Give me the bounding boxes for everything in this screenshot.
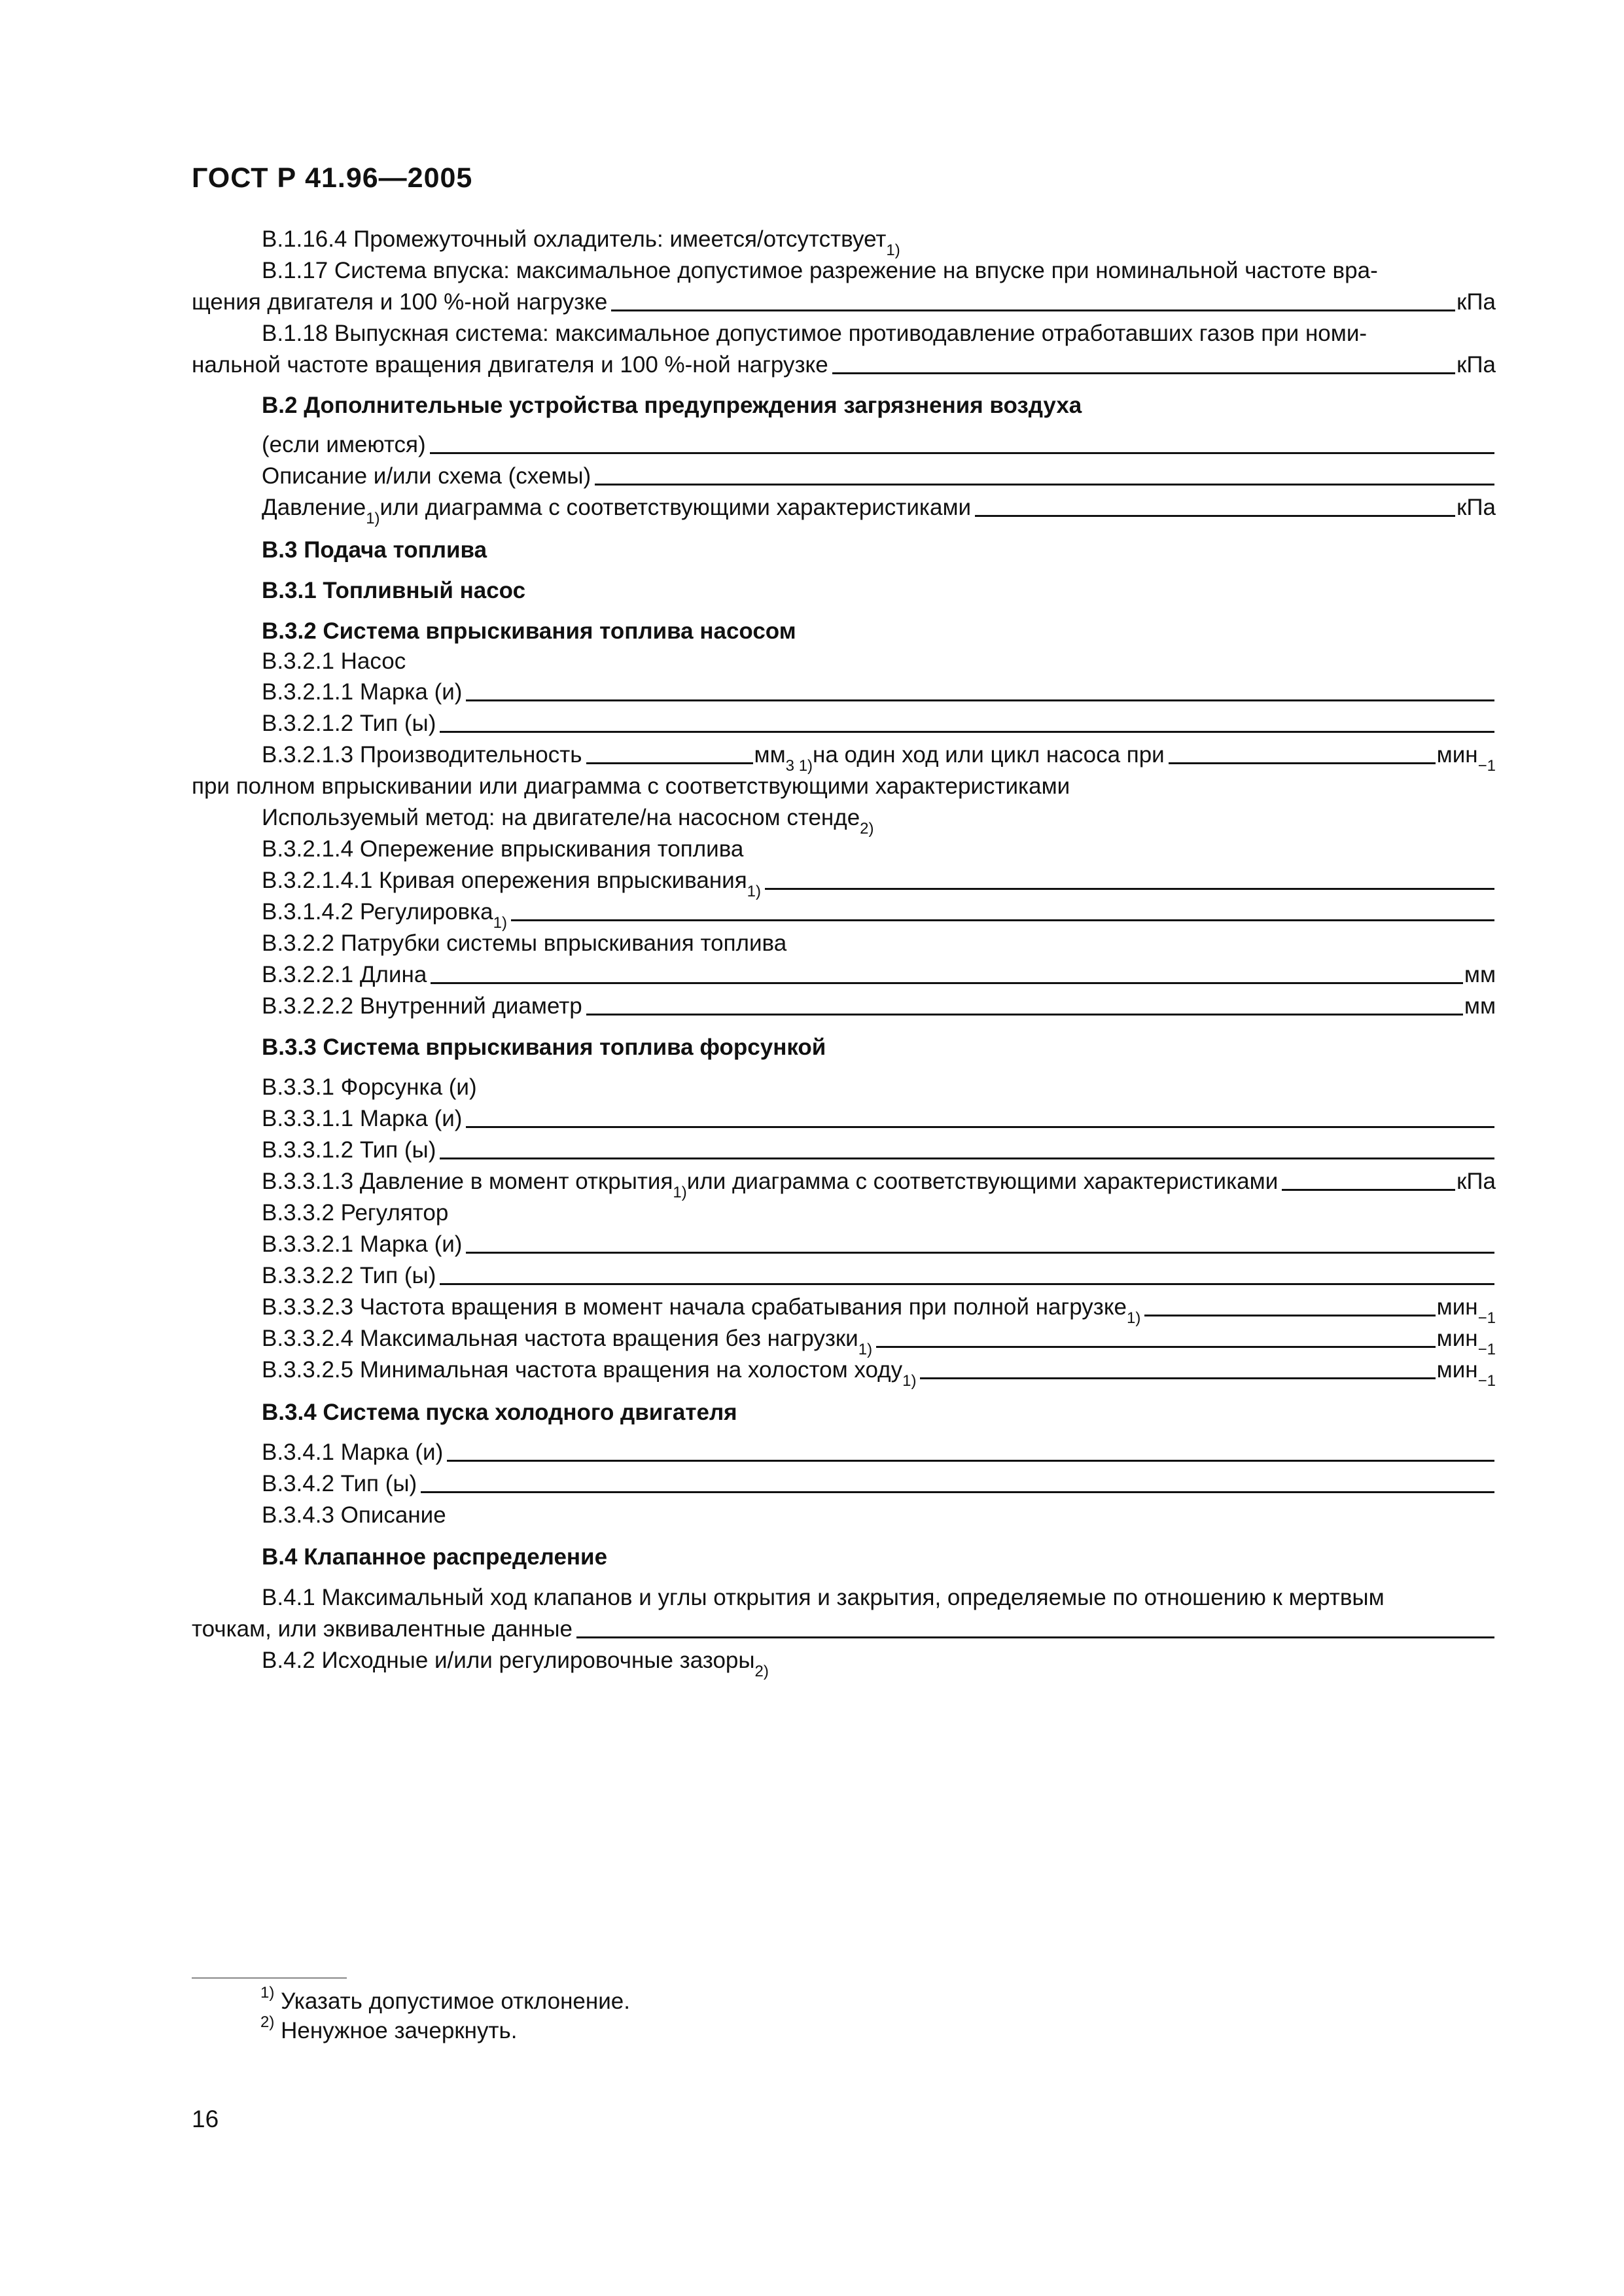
section-heading-b3: В.3 Подача топлива	[262, 537, 487, 563]
input-line[interactable]	[440, 1157, 1494, 1159]
line-b3-2-1-1: В.3.2.1.1 Марка (и)	[262, 676, 1496, 706]
line-b3-4-1: В.3.4.1 Марка (и)	[262, 1436, 1496, 1466]
footnote-separator	[192, 1977, 347, 1979]
line-b3-2-1-2: В.3.2.1.2 Тип (ы)	[262, 707, 1496, 737]
line-b3-3-1-2: В.3.3.1.2 Тип (ы)	[262, 1134, 1496, 1164]
line-b3-3-1-1: В.3.3.1.1 Марка (и)	[262, 1103, 1496, 1133]
line-b3-2-1: В.3.2.1 Насос	[262, 648, 406, 674]
line-b3-2-2-1: В.3.2.2.1 Длина мм	[262, 962, 1496, 987]
line-b1-18: В.1.18 Выпускная система: максимальное допустимое противодавление отработавших газов при номи-	[262, 321, 1368, 346]
input-line[interactable]	[876, 1346, 1436, 1348]
input-line[interactable]	[975, 515, 1455, 517]
input-line[interactable]	[586, 1014, 1463, 1016]
line-b3-2-1-3-cont: при полном впрыскивании или диаграмма с соответствующими характеристиками	[192, 773, 1070, 799]
input-line[interactable]	[447, 1460, 1494, 1462]
document-code: ГОСТ Р 41.96—2005	[192, 162, 473, 194]
line-b3-2-1-4-1: В.3.2.1.4.1 Кривая опережения впрыскивания $^{1)}$	[262, 864, 1496, 894]
input-line[interactable]	[765, 888, 1494, 890]
line-b3-3-1: В.3.3.1 Форсунка (и)	[262, 1074, 477, 1100]
input-line[interactable]	[1169, 762, 1436, 764]
section-heading-b3-4: В.3.4 Система пуска холодного двигателя	[262, 1400, 737, 1425]
line-b3-4-3: В.3.4.3 Описание	[262, 1502, 446, 1528]
section-heading-b4: В.4 Клапанное распределение	[262, 1544, 608, 1570]
section-heading-b3-1: В.3.1 Топливный насос	[262, 578, 526, 603]
line-b4-1: В.4.1 Максимальный ход клапанов и углы открытия и закрытия, определяемые по отношению к мертвым	[262, 1585, 1385, 1610]
input-line[interactable]	[920, 1377, 1435, 1379]
line-b1-17: В.1.17 Система впуска: максимальное допустимое разрежение на впуске при номинальной частоте вра-	[262, 258, 1378, 283]
line-b3-2-1-3: В.3.2.1.3 Производительность мм $^{3 1)}$ на один ход или цикл насоса при мин $^{-1}$	[262, 742, 1496, 775]
line-b3-2-2: В.3.2.2 Патрубки системы впрыскивания топлива	[262, 930, 787, 956]
input-line[interactable]	[431, 982, 1463, 984]
line-if-any: (если имеются)	[262, 429, 1496, 459]
input-line[interactable]	[440, 1283, 1494, 1285]
line-b3-3-2-1: В.3.3.2.1 Марка (и)	[262, 1228, 1496, 1258]
input-line[interactable]	[595, 484, 1494, 486]
section-heading-b3-2: В.3.2 Система впрыскивания топлива насосом	[262, 618, 796, 644]
input-line[interactable]	[421, 1491, 1494, 1493]
section-heading-b3-3: В.3.3 Система впрыскивания топлива форсункой	[262, 1034, 826, 1060]
line-b4-1-cont: точкам, или эквивалентные данные	[192, 1613, 1496, 1643]
input-line[interactable]	[1282, 1189, 1455, 1191]
line-b1-17-cont: щения двигателя и 100 %-ной нагрузке кПа	[192, 289, 1496, 315]
line-description: Описание и/или схема (схемы)	[262, 460, 1496, 490]
line-b3-3-2-2: В.3.3.2.2 Тип (ы)	[262, 1260, 1496, 1290]
input-line[interactable]	[440, 731, 1494, 733]
line-method: Используемый метод: на двигателе/на насосном стенде $^{2)}$	[262, 805, 874, 838]
input-line[interactable]	[586, 762, 753, 764]
line-b3-3-2-3: В.3.3.2.3 Частота вращения в момент начала срабатывания при полной нагрузке $^{1)}$ мин $^{-1}$	[262, 1294, 1496, 1327]
footnote-1: $^{1)}$ Указать допустимое отклонение.	[260, 1984, 630, 2014]
line-b3-2-1-4: В.3.2.1.4 Опережение впрыскивания топлива	[262, 836, 744, 862]
line-b3-2-2-2: В.3.2.2.2 Внутренний диаметр мм	[262, 993, 1496, 1019]
page-number: 16	[192, 2106, 219, 2132]
line-b3-3-2-5: В.3.3.2.5 Минимальная частота вращения на холостом ходу $^{1)}$ мин $^{-1}$	[262, 1357, 1496, 1390]
input-line[interactable]	[832, 372, 1455, 374]
line-b3-1-4-2: В.3.1.4.2 Регулировка $^{1)}$	[262, 896, 1496, 926]
section-heading-b2: В.2 Дополнительные устройства предупреждения загрязнения воздуха	[262, 393, 1082, 418]
line-pressure: Давление $^{1)}$ или диаграмма с соответствующими характеристиками кПа	[262, 495, 1496, 527]
input-line[interactable]	[466, 1252, 1494, 1254]
line-b4-2: В.4.2 Исходные и/или регулировочные зазоры $^{2)}$	[262, 1648, 769, 1680]
input-line[interactable]	[466, 1126, 1494, 1128]
footnote-2: $^{2)}$ Ненужное зачеркнуть.	[260, 2013, 518, 2043]
input-line[interactable]	[466, 699, 1494, 701]
input-line[interactable]	[611, 309, 1455, 311]
input-line[interactable]	[511, 919, 1494, 921]
input-line[interactable]	[430, 452, 1494, 454]
line-b1-16-4: В.1.16.4 Промежуточный охладитель: имеется/отсутствует $^{1)}$	[262, 226, 900, 259]
input-line[interactable]	[576, 1636, 1494, 1638]
line-b3-4-2: В.3.4.2 Тип (ы)	[262, 1468, 1496, 1498]
line-b1-18-cont: нальной частоте вращения двигателя и 100 %-ной нагрузке кПа	[192, 352, 1496, 378]
line-b3-3-2: В.3.3.2 Регулятор	[262, 1200, 449, 1226]
line-b3-3-2-4: В.3.3.2.4 Максимальная частота вращения без нагрузки $^{1)}$ мин $^{-1}$	[262, 1326, 1496, 1358]
line-b3-3-1-3: В.3.3.1.3 Давление в момент открытия $^{1)}$ или диаграмма с соответствующими характеристиками кПа	[262, 1169, 1496, 1201]
input-line[interactable]	[1144, 1315, 1435, 1316]
